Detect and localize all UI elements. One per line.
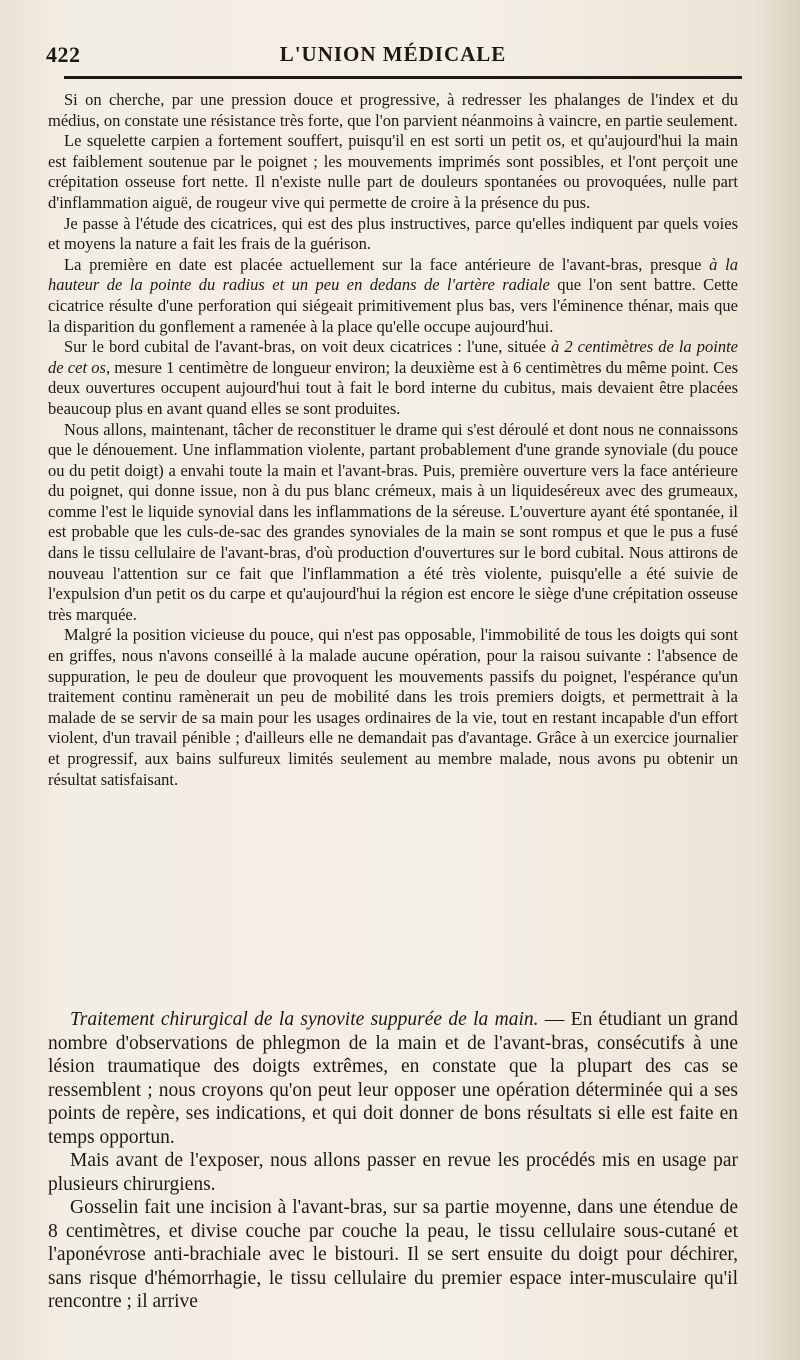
italic-run: à la hauteur de la pointe du radius et un peu en dedans de l'artère radiale bbox=[48, 254, 738, 295]
page-header bbox=[46, 40, 740, 70]
paragraph bbox=[48, 255, 738, 337]
paragraph: Je passe à l'étude des cicatrices, qui est des plus instructives, parce qu'elles indiquent par quels voies et moyens la nature a fait les frais de la guérison. bbox=[48, 213, 738, 254]
italic-run: à 2 centimètres de la pointe de cet os bbox=[48, 337, 738, 377]
text-run: , mesure 1 centimètre de longueur environ; la deuxième est à 6 centimètres du même point. Ces deux ouvertures occupent aujourd'hui tout à fait le bord interne du cubitus, mais devaient être placées beaucoup plus en avant quand elles se sont produites. bbox=[48, 357, 738, 418]
paragraph bbox=[48, 337, 738, 419]
treatment-section bbox=[48, 1008, 738, 1314]
section-title: Traitement chirurgical de la synovite suppurée de la main. bbox=[70, 1009, 539, 1030]
paragraph: Le squelette carpien a fortement souffert, puisqu'il en est sorti un petit os, et qu'aujourd'hui la main est faiblement soutenue par le poignet ; les mouvements imprimés sont possibles, et l'ont perçoit une crépitation osseuse fort nette. Il n'existe nulle part de douleurs spontanées ou provoquées, nulle part d'inflammation aiguë, de rougeur vive qui permette de croire à la présence du pus. bbox=[48, 131, 738, 212]
text-run: que l'on sent battre. Cette cicatrice résulte d'une perforation qui siégeait primitivement plus bas, vers l'éminence thénar, mais que la disparition du gonflement a ramenée à la place qu'elle occupe aujourd'hui. bbox=[48, 275, 738, 336]
paragraph: Malgré la position vicieuse du pouce, qui n'est pas opposable, l'immobilité de tous les doigts qui sont en griffes, nous n'avons conseillé à la malade aucune opération, pour la raisou suivante : l'absence de suppuration, le peu de douleur que provoquent les mouvements passifs du poignet, l'espérance qu'un traitement continu ramènerait un peu de mobilité dans les trois premiers doigts, et permettrait à la malade de se servir de sa main pour les usages ordinaires de la vie, tout en restant incapable d'un effort violent, d'un travail pénible ; d'ailleurs elle ne demandait pas d'avantage. Grâce à un exercice journalier et progressif, aux bains sulfureux limités seulement au membre malade, nous avons pu obtenir un résultat satisfaisant. bbox=[48, 625, 738, 789]
paragraph: Si on cherche, par une pression douce et progressive, à redresser les phalanges de l'index et du médius, on constate une résistance très forte, que l'on parvient néanmoins à vaincre, en partie seulement. bbox=[48, 90, 738, 130]
page-number: 422 bbox=[46, 42, 81, 67]
paragraph: Nous allons, maintenant, tâcher de reconstituer le drame qui s'est déroulé et dont nous ne connaissons que le dénouement. Une inflammation violente, partant probablement d'une grande synoviale (du pouce ou du petit doigt) a envahi toute la main et l'avant-bras. Puis, première ouverture vers la face antérieure du poignet, qui donne issue, non à du pus blanc crémeux, mais à un liquideséreux avec des grumeaux, comme l'est le liquide synovial dans les inflammations de la séreuse. L'ouverture ayant été spontanée, il est probable que les culs-de-sac des grandes synoviales de la main se sont rompus et que le pus a fusé dans le tissu cellulaire de l'avant-bras, d'où production d'ouvertures sur le bord cubital. Nous attirons de nouveau l'attention sur ce fait que l'inflammation a été très violente, puisqu'elle a été suivie de l'expulsion d'un petit os du carpe et qu'aujourd'hui la région est encore le siège d'une crépitation osseuse très marquée. bbox=[48, 419, 738, 624]
text-run: La première en date est placée actuellement sur la face antérieure de l'avant-bras, presque bbox=[64, 254, 710, 274]
paragraph: Gosselin fait une incision à l'avant-bras, sur sa partie moyenne, dans une étendue de 8 centimètres, et divise couche par couche la peau, le tissu cellulaire sous-cutané et l'aponévrose anti-brachiale avec le bistouri. Il se sert ensuite du doigt pour déchirer, sans risque d'hémorrhagie, le tissu cellulaire du premier espace inter-musculaire qu'il rencontre ; il arrive bbox=[48, 1197, 738, 1312]
paragraph: Mais avant de l'exposer, nous allons passer en revue les procédés mis en usage par plusieurs chirurgiens. bbox=[48, 1150, 738, 1195]
running-title: L'UNION MÉDICALE bbox=[279, 42, 507, 66]
text-run: Sur le bord cubital de l'avant-bras, on voit deux cicatrices : l'une, située bbox=[64, 337, 552, 357]
case-text bbox=[48, 90, 738, 790]
section-paragraph bbox=[48, 1008, 738, 1149]
header-rule bbox=[64, 76, 742, 79]
text-run: — En étudiant un grand nombre d'observations de phlegmon de la main et de l'avant-bras, consécutifs à une lésion traumatique des doigts extrêmes, en constate que la plupart des cas se ressemblent ; nous croyons qu'on peut leur opposer une opération déterminée qui a ses points de repère, ses indications, et qui doit donner de bons résultats si elle est faite en temps opportun. bbox=[48, 1009, 739, 1148]
